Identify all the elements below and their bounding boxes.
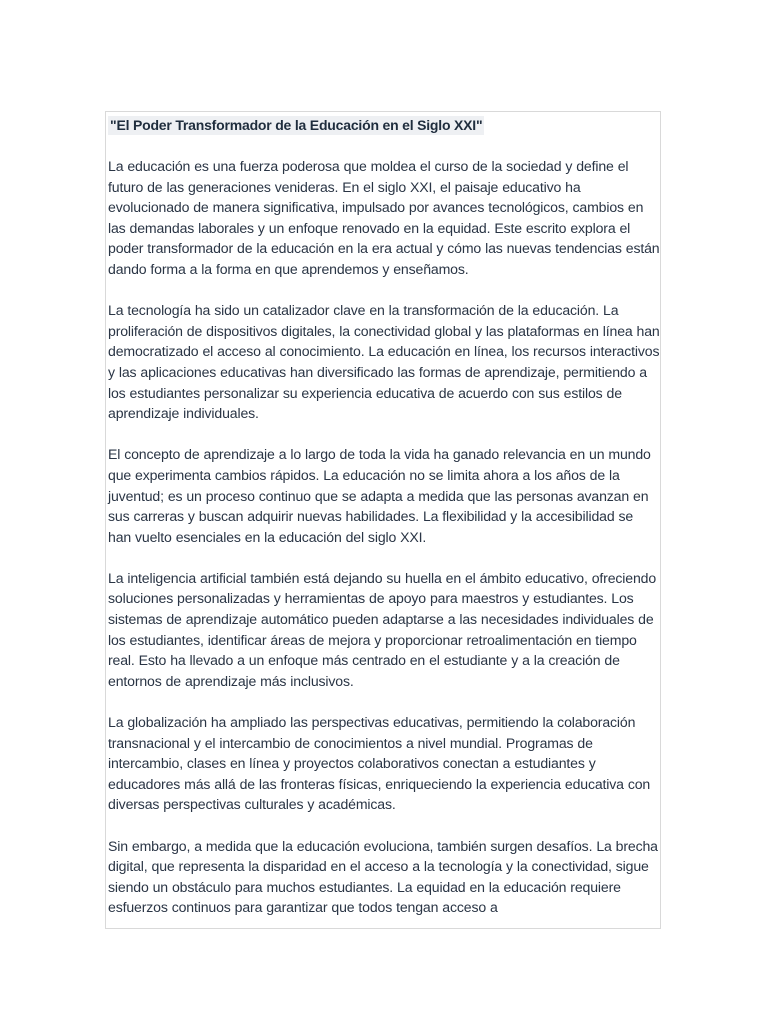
document-body bbox=[108, 156, 661, 918]
document-content bbox=[106, 112, 661, 918]
paragraph-technology: La tecnología ha sido un catalizador clave en la transformación de la educación. La proliferación de dispositivos digitales, la conectividad global y las plataformas en línea han democratizado el acceso al conocimiento. La educación en línea, los recursos interactivos y las aplicaciones educativas han diversificado las formas de aprendizaje, permitiendo a los estudiantes personalizar su experiencia educativa de acuerdo con sus estilos de aprendizaje individuales. bbox=[108, 302, 660, 422]
paragraph-lifelong-learning: El concepto de aprendizaje a lo largo de toda la vida ha ganado relevancia en un mundo que experimenta cambios rápidos. La educación no se limita ahora a los años de la juventud; es un proceso continuo que se adapta a medida que las personas avanzan en sus carreras y buscan adquirir nuevas habilidades. La flexibilidad y la accesibilidad se han vuelto esenciales en la educación del siglo XXI. bbox=[108, 446, 651, 545]
paragraph-globalization: La globalización ha ampliado las perspectivas educativas, permitiendo la colaboración transnacional y el intercambio de conocimientos a nivel mundial. Programas de intercambio, clases en línea y proyectos colaborativos conectan a estudiantes y educadores más allá de las fronteras físicas, enriqueciendo la experiencia educativa con diversas perspectivas culturales y académicas. bbox=[108, 714, 651, 813]
document-title: "El Poder Transformador de la Educación en el Siglo XXI" bbox=[110, 117, 483, 133]
paragraph-challenges: Sin embargo, a medida que la educación evoluciona, también surgen desafíos. La brecha digital, que representa la disparidad en el acceso a la tecnología y la conectividad, sigue siendo un obstáculo para muchos estudiantes. La equidad en la educación requiere esfuerzos continuos para garantizar que todos tengan acceso a bbox=[108, 837, 658, 916]
document-page bbox=[105, 111, 661, 929]
paragraph-intro: La educación es una fuerza poderosa que moldea el curso de la sociedad y define el futuro de las generaciones venideras. En el siglo XXI, el paisaje educativo ha evolucionado de manera significativa, impulsado por avances tecnológicos, cambios en las demandas laborales y un enfoque renovado en la equidad. Este escrito explora el poder transformador de la educación en la era actual y cómo las nuevas tendencias están dando forma a la forma en que aprendemos y enseñamos. bbox=[108, 158, 660, 277]
paragraph-artificial-intelligence: La inteligencia artificial también está dejando su huella en el ámbito educativo, ofreciendo soluciones personalizadas y herramientas de apoyo para maestros y estudiantes. Los sistemas de aprendizaje automático pueden adaptarse a las necesidades individuales de los estudiantes, identificar áreas de mejora y proporcionar retroalimentación en tiempo real. Esto ha llevado a un enfoque más centrado en el estudiante y a la creación de entornos de aprendizaje más inclusivos. bbox=[108, 569, 657, 689]
